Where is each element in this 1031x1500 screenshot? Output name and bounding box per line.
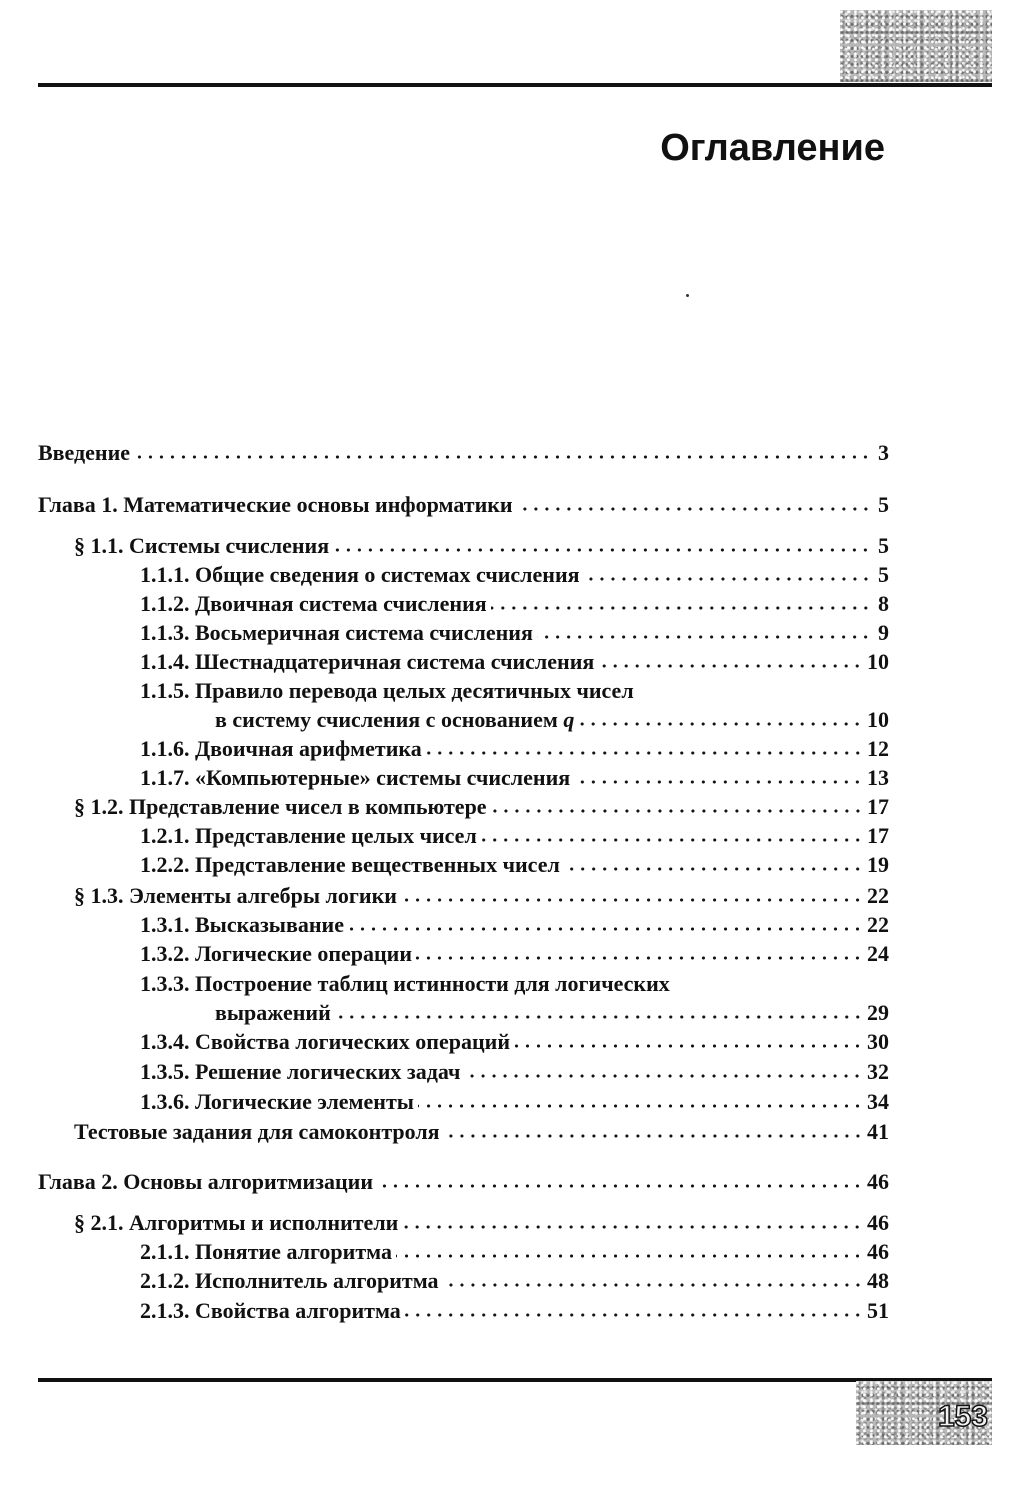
page-title: Оглавление: [660, 127, 885, 169]
toc-entry-subsection[interactable]: [140, 1237, 889, 1267]
toc-entry-subsection[interactable]: [140, 939, 889, 969]
toc-page: 9: [878, 620, 889, 645]
toc-page: 46: [867, 1169, 889, 1194]
toc-entry-subsection[interactable]: [140, 560, 889, 590]
toc-page: 46: [867, 1210, 889, 1235]
toc-label: 1.1.3. Восьмеричная система счисления: [140, 620, 533, 645]
toc-label-first-line: 1.3.3. Построение таблиц истинности для логических: [140, 971, 670, 996]
dot-leader: [426, 750, 863, 756]
toc-page: 17: [867, 823, 889, 848]
dot-leader: [564, 866, 863, 872]
toc-entry-section[interactable]: [74, 792, 889, 822]
toc-page: 13: [867, 765, 889, 790]
dot-leader: [584, 576, 871, 582]
toc-entry-section[interactable]: [74, 881, 889, 911]
page-number: 153: [937, 1400, 988, 1433]
toc-label: 1.1.7. «Компьютерные» системы счисления: [140, 765, 571, 790]
toc-page: 3: [878, 440, 889, 465]
toc-entry-subsection[interactable]: [140, 618, 889, 648]
toc-label: § 1.2. Представление чисел в компьютере: [74, 794, 487, 819]
dot-leader: [578, 721, 863, 727]
toc-label: Глава 1. Математические основы информатики: [38, 492, 513, 517]
toc-entry-section[interactable]: [74, 1208, 889, 1238]
toc-entry-subsection[interactable]: [140, 647, 889, 677]
toc-entry-subsection[interactable]: [140, 1296, 889, 1326]
dot-leader: [333, 547, 871, 553]
toc-entry-subsection[interactable]: [140, 910, 889, 940]
toc-entry-subsection[interactable]: [215, 705, 889, 735]
toc-label: 1.2.1. Представление целых чисел: [140, 823, 477, 848]
footer-rule: [38, 1378, 992, 1382]
toc-page: 19: [867, 852, 889, 877]
toc-entry-section[interactable]: [74, 531, 889, 561]
toc-label: 1.3.1. Высказывание: [140, 912, 344, 937]
toc-page: 10: [867, 649, 889, 674]
toc-label: 1.1.2. Двоичная система счисления: [140, 591, 487, 616]
dot-leader: [537, 634, 871, 640]
variable-q: q: [563, 707, 575, 732]
toc-entry-subsection[interactable]: [140, 1057, 889, 1087]
toc-label: 1.1.6. Двоичная арифметика: [140, 736, 422, 761]
toc-page: 22: [867, 883, 889, 908]
toc-page: 5: [878, 562, 889, 587]
dot-leader: [491, 808, 863, 814]
toc-page: 17: [867, 794, 889, 819]
dot-leader: [444, 1133, 863, 1139]
dot-leader: [348, 926, 863, 932]
dot-leader: [517, 506, 871, 512]
toc-label: 2.1.1. Понятие алгоритма: [140, 1239, 392, 1264]
toc-entry-subsection[interactable]: [140, 589, 889, 619]
toc-entry-subsection[interactable]: [140, 763, 889, 793]
toc-entry-subsection[interactable]: [140, 850, 889, 880]
toc-label: 1.3.4. Свойства логических операций: [140, 1029, 511, 1054]
toc-label: § 2.1. Алгоритмы и исполнители: [74, 1210, 399, 1235]
dot-leader: [401, 897, 863, 903]
toc-entry-chapter-1[interactable]: [38, 490, 889, 520]
toc-entry-chapter-2[interactable]: [38, 1167, 889, 1197]
toc-page: 10: [867, 707, 889, 732]
toc-label: 2.1.3. Свойства алгоритма: [140, 1298, 401, 1323]
dot-leader: [574, 779, 863, 785]
toc-page: 46: [867, 1239, 889, 1264]
toc-page: 48: [867, 1268, 889, 1293]
toc-page: 22: [867, 912, 889, 937]
toc-entry-subsection[interactable]: [140, 734, 889, 764]
toc-label: 1.2.2. Представление вещественных чисел: [140, 852, 560, 877]
toc-entry-self-test[interactable]: [74, 1117, 889, 1147]
toc-page: 8: [878, 591, 889, 616]
dot-leader: [396, 1253, 863, 1259]
dot-leader: [418, 1103, 863, 1109]
toc-label: Глава 2. Основы алгоритмизации: [38, 1169, 374, 1194]
toc-entry-subsection[interactable]: [215, 998, 889, 1028]
toc-page: 5: [878, 533, 889, 558]
toc-label: 1.3.6. Логические элементы: [140, 1089, 414, 1114]
toc-label: 1.3.5. Решение логических задач: [140, 1059, 461, 1084]
dot-leader: [134, 454, 871, 460]
toc-label: Введение: [38, 440, 131, 465]
toc-label: 2.1.2. Исполнитель алгоритма: [140, 1268, 439, 1293]
toc-page: 29: [867, 1000, 889, 1025]
toc-label: 1.1.1. Общие сведения о системах счисления: [140, 562, 580, 587]
dot-leader: [598, 663, 863, 669]
toc-label: § 1.3. Элементы алгебры логики: [74, 883, 397, 908]
toc-label-continued: в систему счисления с основанием q: [215, 707, 575, 732]
toc-label: Тестовые задания для самоконтроля: [74, 1119, 440, 1144]
toc-entry-subsection[interactable]: [140, 1027, 889, 1057]
dot-leader: [491, 605, 871, 611]
toc-label-continued: выражений: [215, 1000, 331, 1025]
dot-leader: [405, 1312, 863, 1318]
dot-leader: [377, 1183, 863, 1189]
dot-leader: [335, 1014, 863, 1020]
toc-page: 12: [867, 736, 889, 761]
toc-page: 34: [867, 1089, 889, 1114]
toc-label-first-line: 1.1.5. Правило перевода целых десятичных чисел: [140, 678, 634, 703]
toc-entry-subsection[interactable]: [140, 1087, 889, 1117]
toc-entry-subsection[interactable]: [140, 1266, 889, 1296]
toc-entry-subsection[interactable]: [140, 821, 889, 851]
toc-label: § 1.1. Системы счисления: [74, 533, 330, 558]
dot-leader: [416, 955, 863, 961]
dot-leader: [464, 1073, 863, 1079]
toc-page: 24: [867, 941, 889, 966]
toc-page: 41: [867, 1119, 889, 1144]
toc-page: 32: [867, 1059, 889, 1084]
toc-label: 1.3.2. Логические операции: [140, 941, 413, 966]
toc-entry-introduction[interactable]: [38, 438, 889, 468]
dot-leader: [443, 1282, 863, 1288]
toc-page: 51: [867, 1298, 889, 1323]
dot-leader: [481, 837, 863, 843]
dot-leader: [514, 1043, 863, 1049]
toc-page: 5: [878, 492, 889, 517]
dot-leader: [402, 1224, 863, 1230]
toc-label: 1.1.4. Шестнадцатеричная система счисления: [140, 649, 595, 674]
toc-page: 30: [867, 1029, 889, 1054]
